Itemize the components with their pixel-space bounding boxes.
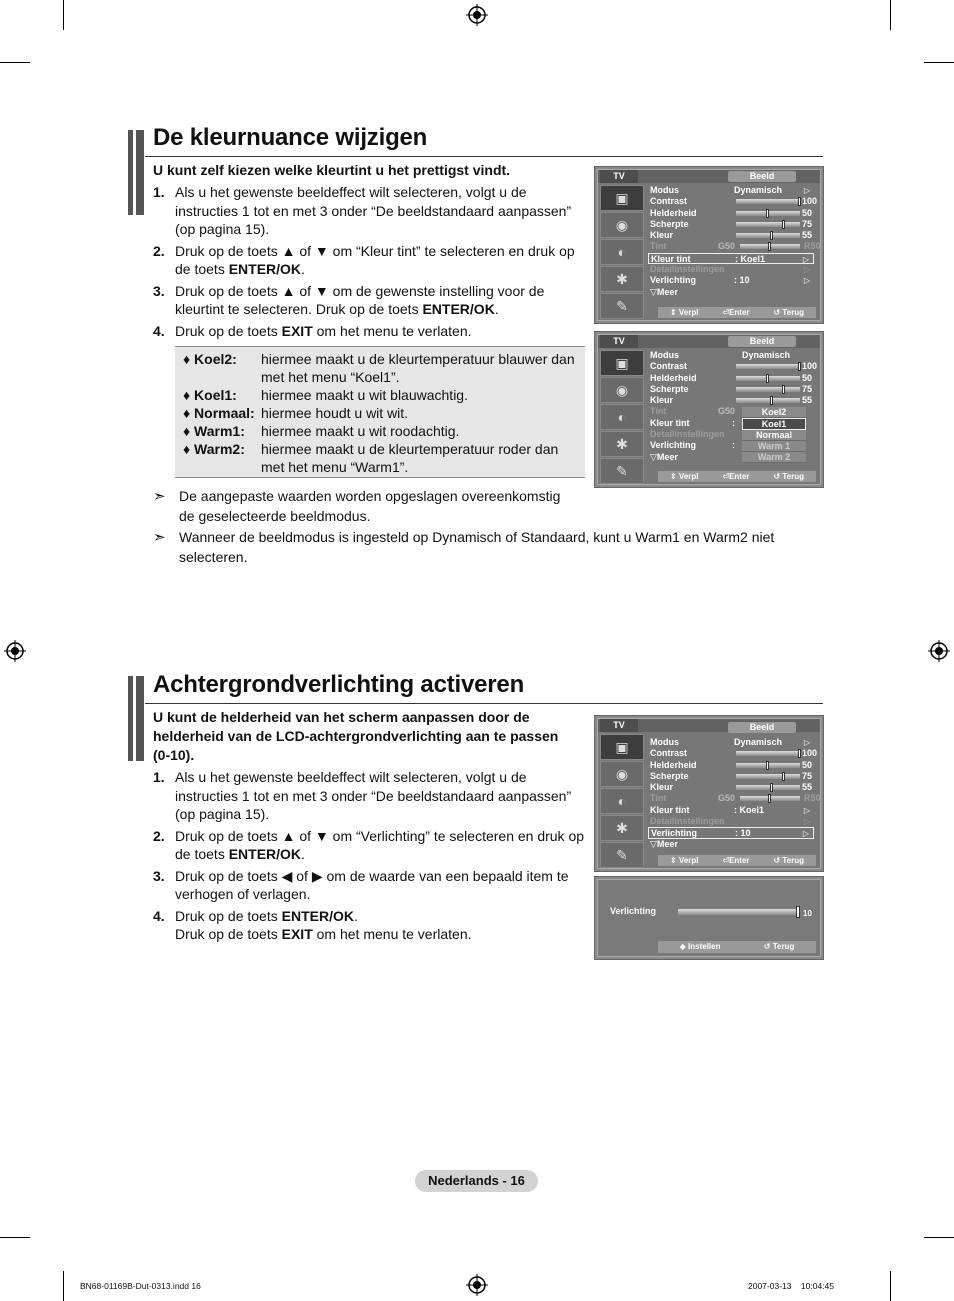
setup-icon: ✱ <box>600 815 644 841</box>
print-date: 2007-03-13 10:04:45 <box>748 1281 835 1291</box>
tv-slider-screenshot: Verlichting 10 ◆ Instellen ↺ Terug <box>594 876 824 960</box>
dropdown-option[interactable]: Warm 2 <box>742 452 806 463</box>
picture-icon: ▣ <box>600 350 644 376</box>
list-item: 4. Druk op de toets EXIT om het menu te verlaten. <box>153 322 472 339</box>
slider-label: Verlichting <box>610 906 657 916</box>
list-item: 3. Druk op de toets ▲ of ▼ om de gewenste instelling voor de kleurtint te selecteren. Druk op de toets ENTER/OK. <box>153 282 545 317</box>
crop-mark <box>890 1271 891 1301</box>
sound-icon: ◉ <box>600 761 644 787</box>
input-icon: ✎ <box>600 293 644 319</box>
slider-value: 10 <box>803 909 812 918</box>
list-item: 2. Druk op de toets ▲ of ▼ om “Kleur tint” te selecteren en druk op de toets ENTER/OK. <box>153 242 575 277</box>
crop-mark <box>0 1237 30 1238</box>
note-arrow-icon: ➣ <box>153 488 166 505</box>
list-item: 3. Druk op de toets ◀ of ▶ om de waarde van een bepaald item te verhogen of verlagen. <box>153 867 569 902</box>
note: ➣ De aangepaste waarden worden opgeslagen overeenkomstig de geselecteerde beeldmodus. <box>153 487 573 526</box>
section-marker <box>128 130 144 215</box>
page-footer: Nederlands - 16 <box>415 1170 538 1192</box>
channel-icon: ◐ <box>600 404 644 430</box>
option-table <box>175 346 585 478</box>
registration-mark-icon <box>466 1274 488 1296</box>
channel-icon: ◐ <box>600 239 644 265</box>
channel-icon: ◐ <box>600 788 644 814</box>
section-title: De kleurnuance wijzigen <box>153 124 428 151</box>
list-item: 1. Als u het gewenste beeldeffect wilt selecteren, volgt u de instructies 1 tot en met 3 onder “De beeldstandaard aanpassen” (op pagina 15). <box>153 769 572 822</box>
table-row: ♦ Warm1: hiermee maakt u wit roodachtig. <box>183 423 460 439</box>
tv-menu-screenshot: TV Beeld ▣ ◉ ◐ ✱ ✎ Modus Dynamisch ▷ Contrast 100 Helderheid 50 Scherpte 75 Kleur 55 Tint G50 R50 Kleur tint : Koel1 ▷ Detailinstellingen ▷ Verlichting : 10 ▷ ▽Meer ⇕ Verpl ⏎Enter ↺ Terug <box>594 166 824 324</box>
tv-menu-screenshot: TV Beeld ▣ ◉ ◐ ✱ ✎ Modus Dynamisch Contrast 100 Helderheid 50 Scherpte 75 Kleur 55 Tint G50 Kleur tint : Detailinstellingen Verlichting : ▽Meer Koel2 Koel1 Normaal Warm 1 Warm 2 ⇕ Verpl ⏎Enter ↺ Terug <box>594 331 824 488</box>
dropdown-option[interactable]: Warm 1 <box>742 441 806 452</box>
table-row: ♦ Warm2: hiermee maakt u de kleurtemperatuur roder dan met het menu “Warm1”. <box>183 441 559 475</box>
crop-mark <box>924 1237 954 1238</box>
crop-mark <box>924 62 954 63</box>
section-intro: U kunt zelf kiezen welke kleurtint u het prettigst vindt. <box>153 162 511 178</box>
backlight-slider[interactable] <box>678 909 800 915</box>
section-marker <box>128 676 144 761</box>
sound-icon: ◉ <box>600 212 644 238</box>
section-rule <box>145 156 823 157</box>
registration-mark-icon <box>4 640 26 662</box>
sound-icon: ◉ <box>600 377 644 403</box>
registration-mark-icon <box>928 640 950 662</box>
table-row: ♦ Koel1: hiermee maakt u wit blauwachtig. <box>183 387 468 403</box>
input-icon: ✎ <box>600 458 644 484</box>
note: ➣ Wanneer de beeldmodus is ingesteld op Dynamisch of Standaard, kunt u Warm1 en Warm2 niet selecteren. <box>153 528 793 567</box>
dropdown-option[interactable]: Koel1 <box>742 418 806 429</box>
picture-icon: ▣ <box>600 185 644 211</box>
crop-mark <box>0 62 30 63</box>
section-intro: U kunt de helderheid van het scherm aanpassen door de helderheid van de LCD-achtergrondverlichting aan te passen (0-10). <box>153 709 559 763</box>
list-item: 4. Druk op de toets ENTER/OK. Druk op de toets EXIT om het menu te verlaten. <box>153 907 472 942</box>
crop-mark <box>890 0 891 30</box>
section-rule <box>145 703 823 704</box>
color-tone-dropdown[interactable] <box>742 407 806 463</box>
steps-list <box>153 768 585 947</box>
dropdown-option[interactable]: Koel2 <box>742 407 806 418</box>
steps-list <box>153 183 585 343</box>
crop-mark <box>63 0 64 30</box>
registration-mark-icon <box>466 4 488 26</box>
slider-knob[interactable] <box>796 906 800 918</box>
note-arrow-icon: ➣ <box>153 529 166 546</box>
table-row: ♦ Koel2: hiermee maakt u de kleurtemperatuur blauwer dan met het menu “Koel1”. <box>183 351 575 385</box>
print-info: BN68-01169B-Dut-0313.indd 16 <box>80 1281 201 1291</box>
section-title: Achtergrondverlichting activeren <box>153 671 525 698</box>
crop-mark <box>63 1271 64 1301</box>
setup-icon: ✱ <box>600 266 644 292</box>
input-icon: ✎ <box>600 842 644 868</box>
table-row: ♦ Normaal: hiermee houdt u wit wit. <box>183 405 409 421</box>
dropdown-option[interactable]: Normaal <box>742 430 806 441</box>
list-item: 1. Als u het gewenste beeldeffect wilt selecteren, volgt u de instructies 1 tot en met 3 onder “De beeldstandaard aanpassen” (op pagina 15). <box>153 184 572 237</box>
list-item: 2. Druk op de toets ▲ of ▼ om “Verlichting” te selecteren en druk op de toets ENTER/OK. <box>153 827 585 862</box>
setup-icon: ✱ <box>600 431 644 457</box>
tv-menu-screenshot: TV Beeld ▣ ◉ ◐ ✱ ✎ Modus Dynamisch ▷ Contrast 100 Helderheid 50 Scherpte 75 Kleur 55 Tint G50 R50 Kleur tint : Koel1 ▷ Detailinstellingen ▷ Verlichting : 10 ▷ ▽Meer ⇕ Verpl ⏎Enter ↺ Terug <box>594 715 824 872</box>
picture-icon: ▣ <box>600 734 644 760</box>
